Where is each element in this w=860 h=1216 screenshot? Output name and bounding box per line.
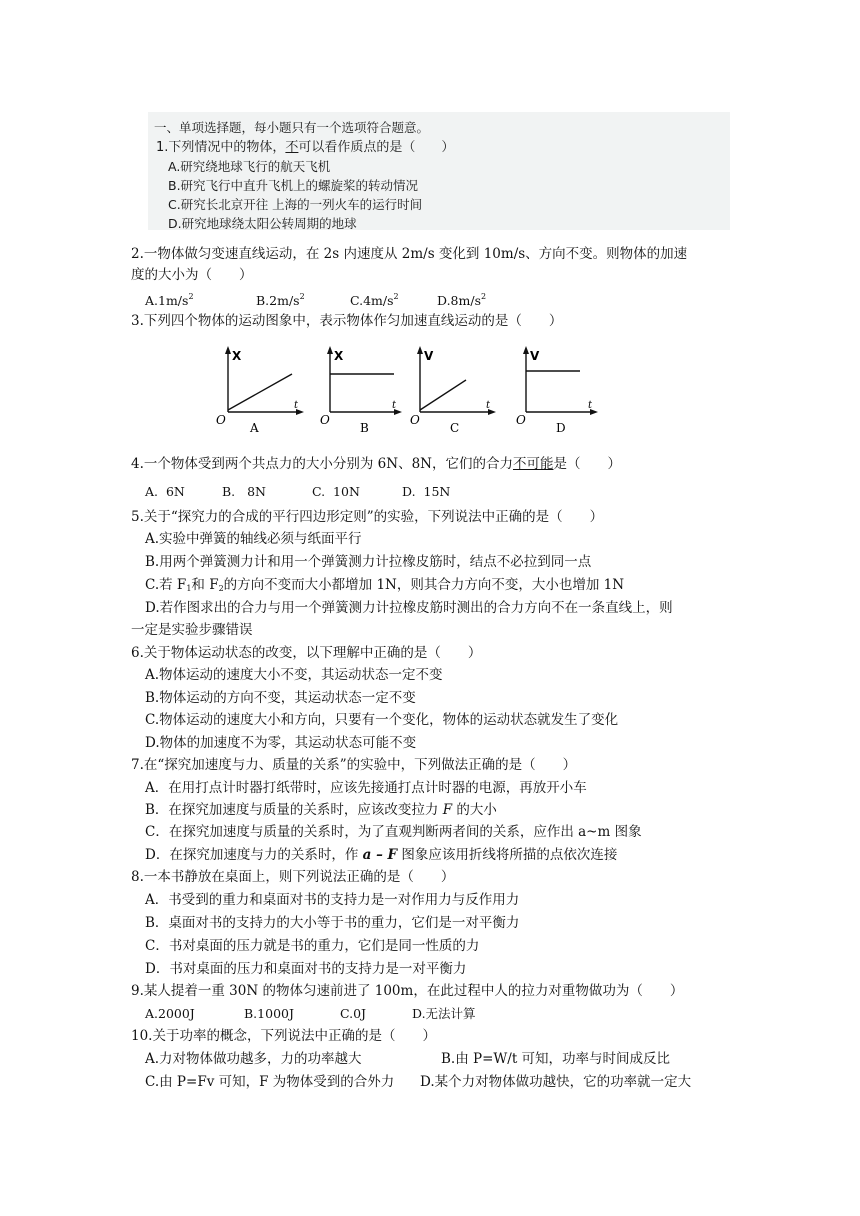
q5-option-d-line1: D.若作图求出的合力与用一个弹簧测力计拉橡皮筋时测出的合力方向不在一条直线上，则 (145, 600, 673, 616)
q6-option-b: B.物体运动的方向不变，其运动状态一定不变 (145, 690, 416, 706)
section-heading: 一、单项选择题，每小题只有一个选项符合题意。 (154, 120, 430, 135)
graph-a-x-label: t (294, 400, 299, 411)
q2-stem-line2: 度的大小为（ ） (131, 267, 253, 283)
graph-a-y-label: X (232, 349, 242, 363)
graph-c-caption: C (450, 421, 460, 435)
q9-stem: 9.某人提着一重 30N 的物体匀速前进了 100m，在此过程中人的拉力对重物做功为（ ） (131, 983, 684, 999)
scanned-question-block (148, 112, 730, 230)
graph-c-y-label: V (424, 349, 434, 363)
q8-option-d: D．书对桌面的压力和桌面对书的支持力是一对平衡力 (145, 961, 467, 977)
q7-option-b: B．在探究加速度与质量的关系时，应该改变拉力 F 的大小 (145, 802, 497, 818)
q4-option-d: D. 15N (402, 484, 451, 499)
q1-option-b: B.研究飞行中直升飞机上的螺旋桨的转动情况 (168, 178, 419, 193)
graph-d-origin: O (516, 413, 526, 427)
q1-emphasis: 不 (285, 140, 299, 155)
graph-c (408, 344, 504, 436)
graph-d-x-label: t (588, 400, 593, 411)
q1-option-a: A.研究绕地球飞行的航天飞机 (168, 159, 331, 174)
q4-stem: 4.一个物体受到两个共点力的大小分别为 6N、8N，它们的合力不可能是（ ） (131, 456, 621, 472)
graph-c-line (420, 380, 466, 410)
q8-option-a: A．书受到的重力和桌面对书的支持力是一对作用力与反作用力 (145, 892, 520, 908)
graph-d-caption: D (556, 421, 566, 435)
q4-emphasis: 不可能 (512, 456, 554, 472)
q9-option-a: A.2000J (145, 1006, 195, 1021)
q10-option-c: C.由 P=Fv 可知，F 为物体受到的合外力 (145, 1074, 395, 1090)
q2-option-d: $D.8m/s^2$ (437, 292, 487, 308)
q6-option-a: A.物体运动的速度大小不变，其运动状态一定不变 (145, 667, 443, 683)
graph-a-line (228, 374, 292, 410)
q7-option-a: A．在用打点计时器打纸带时，应该先接通打点计时器的电源，再放开小车 (145, 780, 587, 796)
graph-d-y-label: V (530, 349, 540, 363)
graph-b-caption: B (360, 421, 369, 435)
graph-a-y-arrow (225, 346, 231, 354)
q6-option-c: C.物体运动的速度大小和方向，只要有一个变化，物体的运动状态就发生了变化 (145, 712, 619, 728)
graph-c-origin: O (410, 413, 420, 427)
q10-option-a: A.力对物体做功越多，力的功率越大 (145, 1051, 362, 1067)
graph-b-x-label: t (392, 400, 397, 411)
q8-option-c: C．书对桌面的压力就是书的重力，它们是同一性质的力 (145, 938, 480, 954)
graph-b (318, 344, 408, 436)
graph-a-caption: A (250, 421, 259, 435)
q6-stem: 6.关于物体运动状态的改变，以下理解中正确的是（ ） (131, 645, 482, 661)
q10-stem: 10.关于功率的概念，下列说法中正确的是（ ） (131, 1028, 436, 1044)
q5-option-c: C.若 $F_1$和 $F_2$的方向不变而大小都增加 1N，则其合力方向不变，大小也增加 1N (145, 577, 625, 593)
q6-option-d: D.物体的加速度不为零，其运动状态可能不变 (145, 735, 417, 751)
graph-c-x-label: t (486, 400, 491, 411)
q9-option-c: C.0J (340, 1006, 367, 1021)
q2-option-b: $B.2m/s^2$ (256, 292, 305, 308)
q8-stem: 8.一本书静放在桌面上，则下列说法正确的是（ ） (131, 869, 455, 885)
q8-option-b: B．桌面对书的支持力的大小等于书的重力，它们是一对平衡力 (145, 915, 520, 931)
q5-option-a: A.实验中弹簧的轴线必须与纸面平行 (145, 531, 362, 547)
q5-stem: 5.关于“探究力的合成的平行四边形定则”的实验，下列说法中正确的是（ ） (131, 509, 604, 525)
graph-a-origin: O (216, 413, 226, 427)
q7-option-c: C．在探究加速度与质量的关系时，为了直观判断两者间的关系，应作出 a~m 图象 (145, 824, 642, 840)
q1-stem: 1.下列情况中的物体，不可以看作质点的是（ ） (156, 140, 455, 155)
q1-option-d: D.研究地球绕太阳公转周期的地球 (168, 216, 357, 231)
q10-option-b: B.由 P=W/t 可知，功率与时间成反比 (441, 1051, 671, 1067)
graph-d (514, 344, 610, 436)
graph-b-y-arrow (327, 346, 333, 354)
graph-d-y-arrow (523, 346, 529, 354)
q10-option-d: D.某个力对物体做功越快，它的功率就一定大 (420, 1074, 692, 1090)
graph-b-y-label: X (334, 349, 344, 363)
graph-a (210, 344, 310, 436)
q2-stem-line1: 2.一物体做匀变速直线运动，在 2s 内速度从 2m/s 变化到 10m/s、方向不变。则物体的加速 (131, 246, 688, 262)
q4-option-a: A. 6N (145, 484, 185, 499)
q5-option-d-line2: 一定是实验步骤错误 (131, 622, 253, 638)
q2-option-a: $A.1m/s^2$ (145, 292, 194, 308)
q4-option-c: C. 10N (312, 484, 360, 499)
q7-option-d: D．在探究加速度与力的关系时，作 a – F 图象应该用折线将所描的点依次连接 (145, 847, 618, 863)
q9-option-d: D.无法计算 (412, 1006, 476, 1021)
q5-option-b: B.用两个弹簧测力计和用一个弹簧测力计拉橡皮筋时，结点不必拉到同一点 (145, 554, 592, 570)
q9-option-b: B.1000J (244, 1006, 294, 1021)
q3-stem: 3.下列四个物体的运动图象中，表示物体作匀加速直线运动的是（ ） (131, 313, 563, 329)
graph-b-origin: O (320, 413, 330, 427)
q1-option-c: C.研究长北京开往 上海的一列火车的运行时间 (168, 197, 423, 212)
q7-stem: 7.在“探究加速度与力、质量的关系”的实验中，下列做法正确的是（ ） (131, 757, 577, 773)
q4-option-b: B. 8N (222, 484, 266, 499)
graph-c-y-arrow (417, 346, 423, 354)
q2-option-c: $C.4m/s^2$ (350, 292, 399, 308)
